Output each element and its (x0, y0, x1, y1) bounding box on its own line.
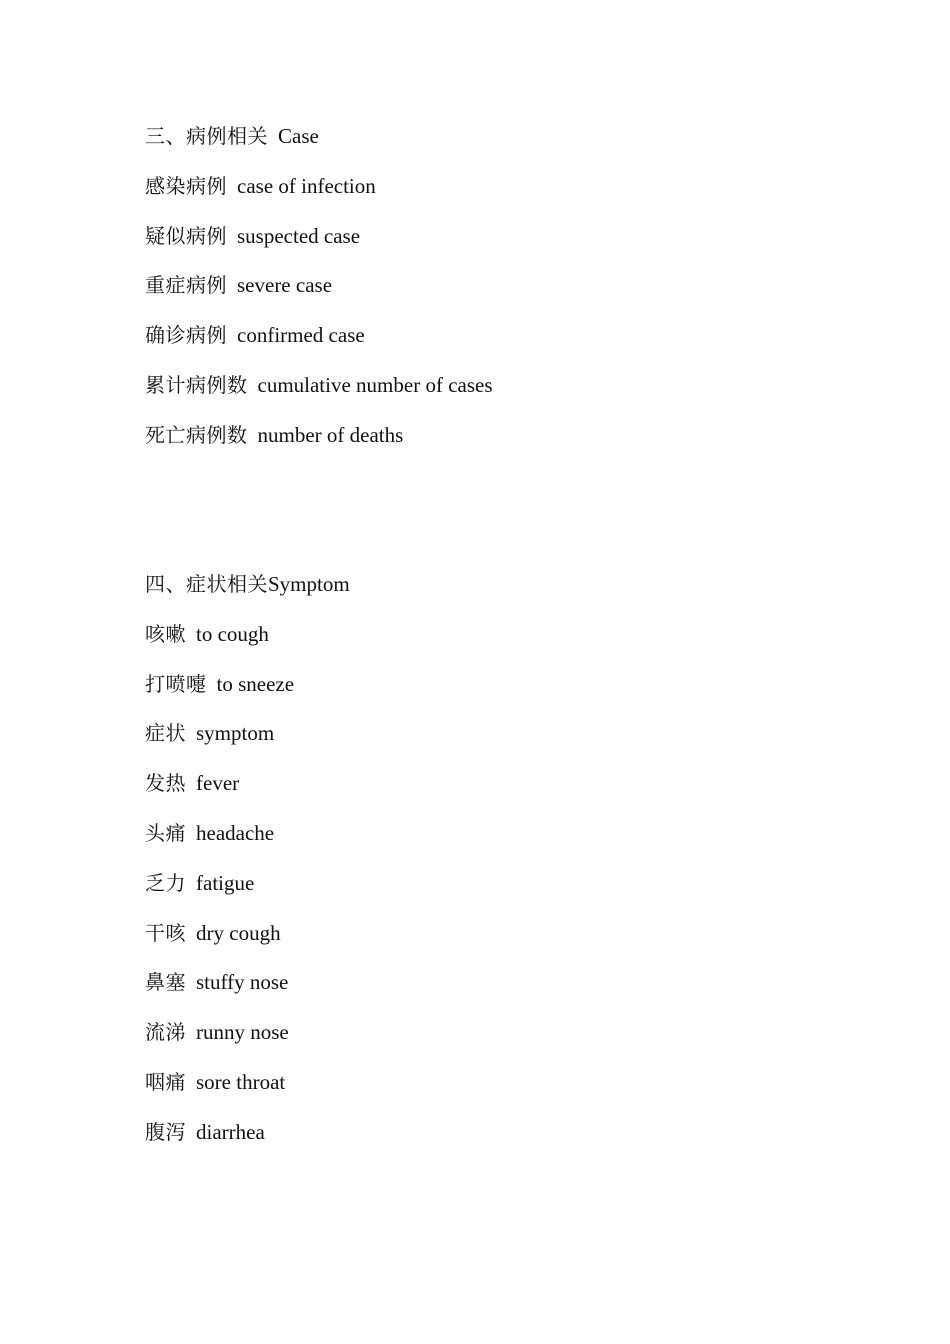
term-row (145, 817, 845, 867)
term-en: to cough (196, 621, 269, 646)
heading-en: Case (278, 124, 319, 148)
term-row (145, 170, 845, 220)
term-en: runny nose (196, 1020, 289, 1045)
section-case (145, 120, 845, 469)
term-zh: 重症病例 (145, 273, 227, 298)
term-en: symptom (196, 721, 275, 746)
term-row (145, 668, 845, 718)
term-row (145, 618, 845, 668)
term-en: headache (196, 820, 275, 845)
term-en: case of infection (237, 173, 376, 198)
term-row (145, 867, 845, 917)
term-row (145, 369, 845, 419)
term-row (145, 917, 845, 967)
term-row (145, 1116, 845, 1166)
term-en: cumulative number of cases (257, 372, 493, 397)
term-zh: 咳嗽 (145, 621, 186, 646)
term-zh: 乏力 (145, 870, 186, 895)
term-en: dry cough (196, 920, 281, 945)
term-zh: 确诊病例 (145, 323, 227, 348)
term-en: to sneeze (216, 671, 295, 696)
term-zh: 感染病例 (145, 173, 227, 198)
term-zh: 打喷嚏 (145, 671, 207, 696)
term-zh: 头痛 (145, 820, 186, 845)
section-symptom (145, 568, 845, 1166)
term-en: number of deaths (257, 422, 404, 447)
term-en: fatigue (196, 870, 255, 895)
term-zh: 累计病例数 (145, 372, 248, 397)
term-zh: 流涕 (145, 1020, 186, 1045)
term-en: suspected case (237, 223, 361, 248)
term-row (145, 717, 845, 767)
term-row (145, 767, 845, 817)
term-zh: 咽痛 (145, 1069, 186, 1094)
term-row (145, 269, 845, 319)
term-zh: 鼻塞 (145, 970, 186, 995)
term-row (145, 419, 845, 469)
section-heading (145, 568, 845, 618)
term-row (145, 966, 845, 1016)
term-zh: 发热 (145, 771, 186, 796)
heading-zh: 四、症状相关 (145, 572, 268, 596)
term-row (145, 1066, 845, 1116)
term-en: diarrhea (196, 1119, 265, 1144)
section-heading (145, 120, 845, 170)
term-row (145, 319, 845, 369)
term-en: fever (196, 771, 240, 796)
term-en: confirmed case (237, 323, 365, 348)
term-row (145, 1016, 845, 1066)
term-en: sore throat (196, 1069, 286, 1094)
term-en: stuffy nose (196, 970, 289, 995)
term-zh: 死亡病例数 (145, 422, 248, 447)
term-zh: 干咳 (145, 920, 186, 945)
term-zh: 症状 (145, 721, 186, 746)
term-zh: 腹泻 (145, 1119, 186, 1144)
term-zh: 疑似病例 (145, 223, 227, 248)
term-en: severe case (237, 273, 333, 298)
heading-zh: 三、病例相关 (145, 124, 268, 148)
term-row (145, 220, 845, 270)
heading-en: Symptom (268, 572, 350, 596)
